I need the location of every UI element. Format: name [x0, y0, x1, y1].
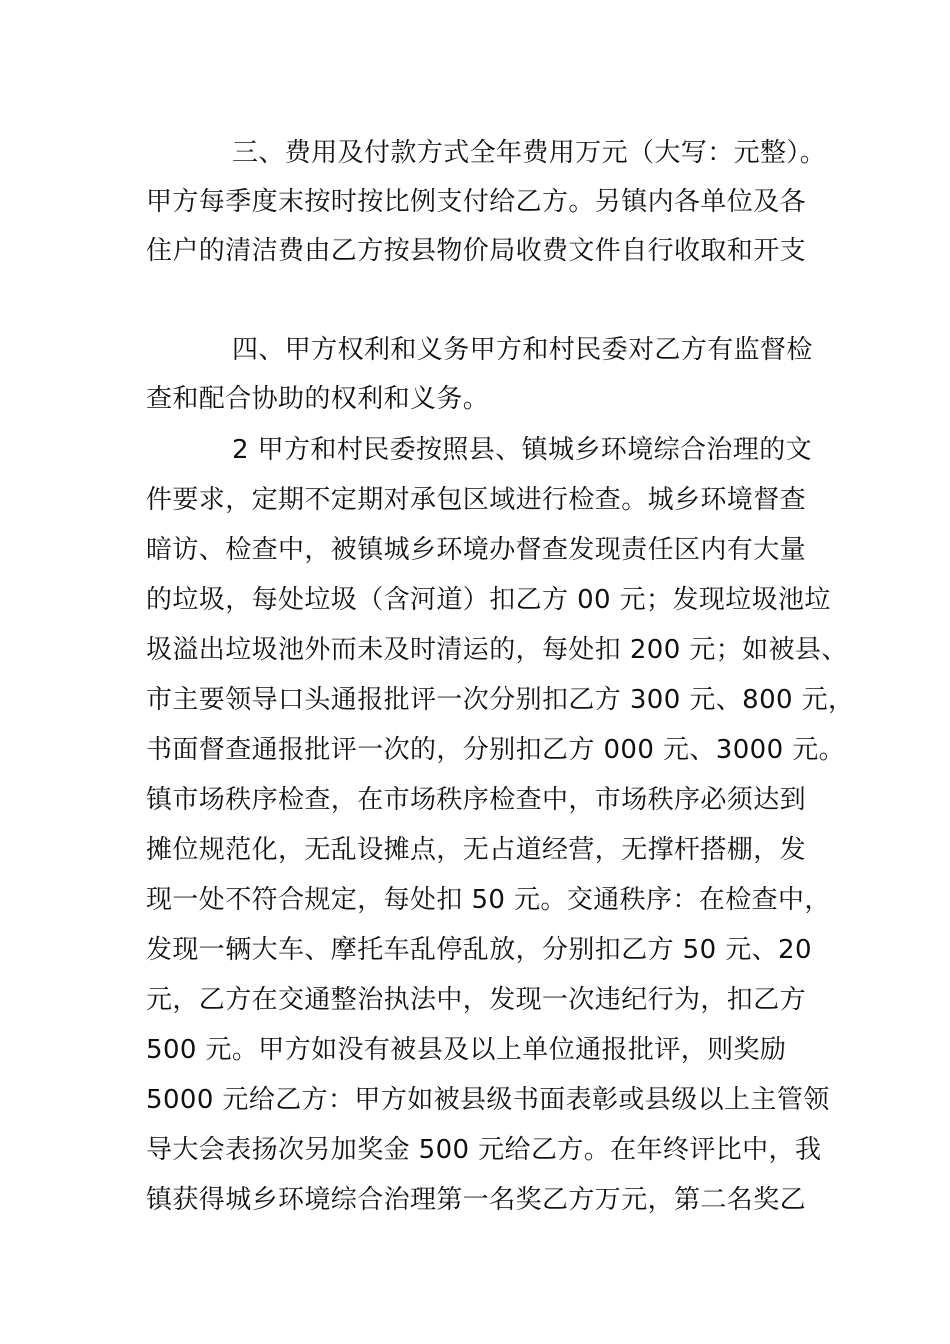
paragraph-3-line-2: 甲方每季度末按时按比例支付给乙方。另镇内各单位及各	[146, 187, 807, 217]
paragraph-5-line-1: 2 甲方和村民委按照县、镇城乡环境综合治理的文	[232, 435, 813, 465]
paragraph-5-line-5: 圾溢出垃圾池外而未及时清运的，每处扣 200 元；如被县、	[146, 635, 848, 665]
paragraph-5-line-3: 暗访、检查中，被镇城乡环境办督查发现责任区内有大量	[146, 535, 807, 565]
paragraph-5-line-12: 元，乙方在交通整治执法中，发现一次违纪行为，扣乙方	[146, 985, 807, 1015]
paragraph-5-line-4: 的垃圾，每处垃圾（含河道）扣乙方 00 元；发现垃圾池垃	[146, 585, 831, 615]
paragraph-3-line-1: 三、费用及付款方式全年费用万元（大写：元整）。	[232, 138, 827, 168]
paragraph-5-line-13: 500 元。甲方如没有被县及以上单位通报批评，则奖励	[146, 1035, 787, 1065]
paragraph-5-line-8: 镇市场秩序检查，在市场秩序检查中，市场秩序必须达到	[146, 785, 807, 815]
paragraph-4-line-2: 查和配合协助的权利和义务。	[146, 384, 490, 414]
paragraph-5-line-10: 现一处不符合规定，每处扣 50 元。交通秩序：在检查中，	[146, 885, 831, 915]
paragraph-4-line-1: 四、甲方权利和义务甲方和村民委对乙方有监督检	[232, 335, 813, 365]
paragraph-5-line-11: 发现一辆大车、摩托车乱停乱放，分别扣乙方 50 元、20	[146, 935, 812, 965]
paragraph-5-line-15: 导大会表扬次另加奖金 500 元给乙方。在年终评比中，我	[146, 1135, 822, 1165]
paragraph-5-line-9: 摊位规范化，无乱设摊点，无占道经营，无撑杆搭棚，发	[146, 835, 807, 865]
paragraph-3-line-3: 住户的清洁费由乙方按县物价局收费文件自行收取和开支	[146, 236, 807, 266]
paragraph-5-line-6: 市主要领导口头通报批评一次分别扣乙方 300 元、800 元，	[146, 685, 855, 715]
paragraph-5-line-14: 5000 元给乙方：甲方如被县级书面表彰或县级以上主管领	[146, 1085, 830, 1115]
paragraph-5-line-7: 书面督查通报批评一次的，分别扣乙方 000 元、3000 元。	[146, 735, 845, 765]
paragraph-5-line-16: 镇获得城乡环境综合治理第一名奖乙方万元，第二名奖乙	[146, 1185, 807, 1215]
paragraph-5-line-2: 件要求，定期不定期对承包区域进行检查。城乡环境督查	[146, 485, 807, 515]
